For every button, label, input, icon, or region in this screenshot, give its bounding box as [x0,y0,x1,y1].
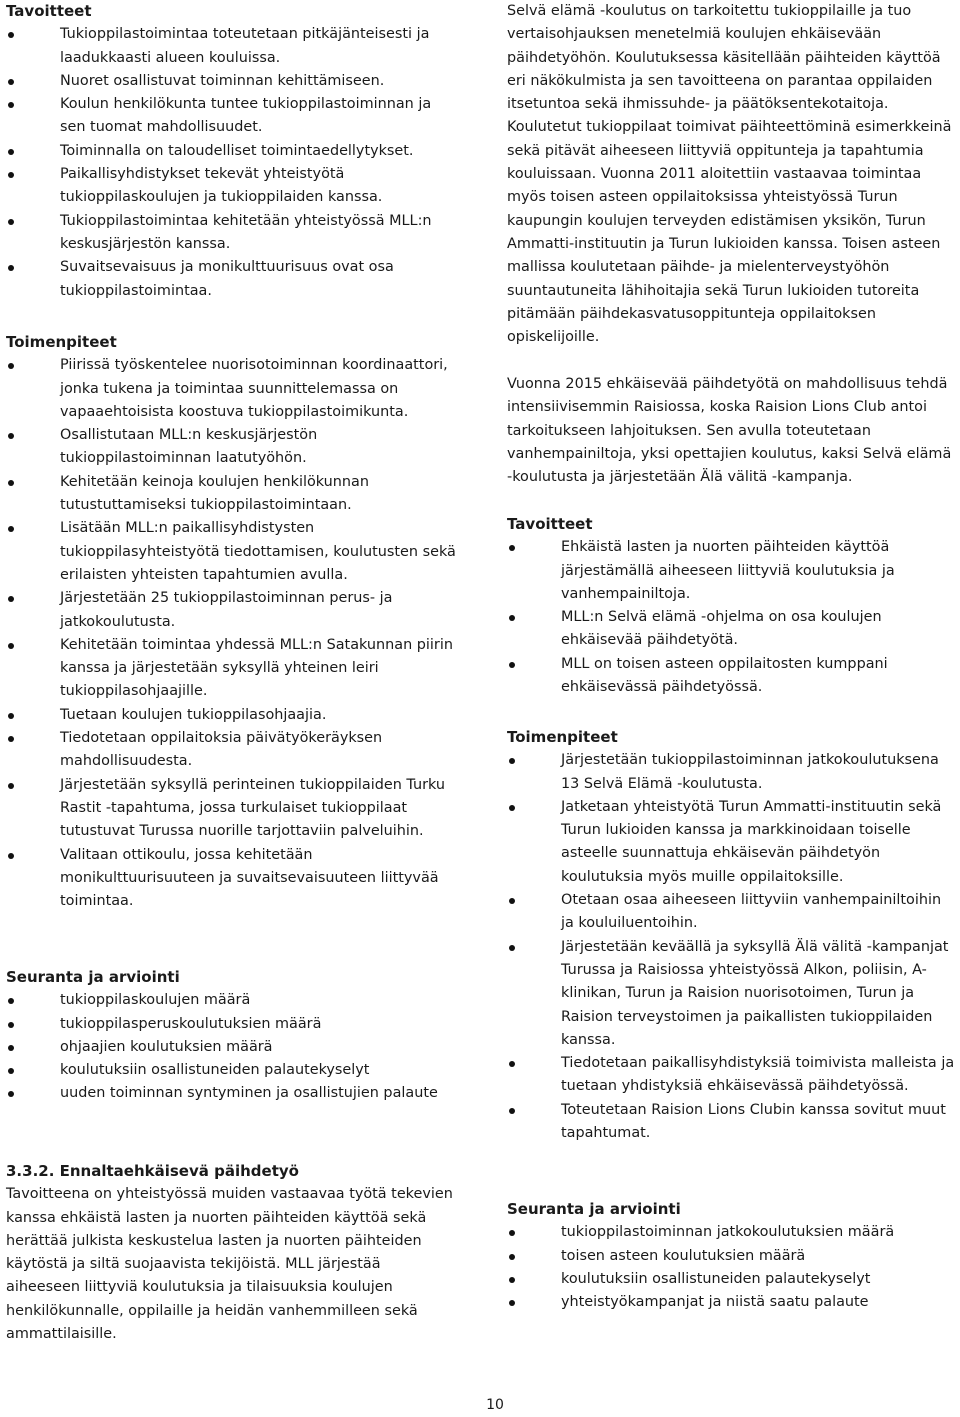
actions-section-left [6,331,456,913]
list-item: Suvaitsevaisuus ja monikulttuurisuus ovat osa tukioppilastoimintaa. [6,256,456,303]
monitoring-list [6,989,456,1105]
list-item: Järjestetään keväällä ja syksyllä Älä välitä -kampanjat Turussa ja Raisiossa yhteistyössä Alkon, poliisin, A-klinikan, Turun ja Raision nuorisotoimen, Turun ja Raision terveystoimen ja paikallisten tukioppilaiden kanssa. [507,936,957,1052]
list-item: MLL on toisen asteen oppilaitosten kumppani ehkäisevässä päihdetyössä. [507,653,957,700]
goals-section-right [507,513,957,699]
list-item: Paikallisyhdistykset tekevät yhteistyötä tukioppilaskoulujen ja tukioppilaiden kanssa. [6,163,456,210]
list-item: toisen asteen koulutuksien määrä [507,1245,957,1268]
list-item: yhteistyökampanjat ja niistä saatu palaute [507,1291,957,1314]
list-item: Toiminnalla on taloudelliset toimintaedellytykset. [6,140,456,163]
list-item: Osallistutaan MLL:n keskusjärjestön tukioppilastoiminnan laatutyöhön. [6,424,456,471]
list-item: Piirissä työskentelee nuorisotoiminnan koordinaattori, jonka tukena ja toimintaa suunnittelemassa on vapaaehtoisista koostuva tukioppilastoimikunta. [6,354,456,424]
list-item: Järjestetään tukioppilastoiminnan jatkokoulutuksena 13 Selvä Elämä -koulutusta. [507,749,957,796]
goals-list [507,536,957,699]
list-item: Valitaan ottikoulu, jossa kehitetään monikulttuurisuuteen ja suvaitsevaisuuteen liittyvää toimintaa. [6,844,456,914]
page-number: 10 [486,1397,504,1413]
monitoring-heading: Seuranta ja arviointi [6,968,180,986]
list-item: Tukioppilastoimintaa toteutetaan pitkäjänteisesti ja laadukkaasti alueen kouluissa. [6,23,456,70]
list-item: Järjestetään 25 tukioppilastoiminnan perus- ja jatkokoulutusta. [6,587,456,634]
section-heading: 3.3.2. Ennaltaehkäisevä päihdetyö [6,1162,299,1180]
list-item: Koulun henkilökunta tuntee tukioppilastoiminnan ja sen tuomat mahdollisuudet. [6,93,456,140]
list-item: Kehitetään keinoja koulujen henkilökunnan tutustuttamiseksi tukioppilastoimintaan. [6,471,456,518]
goals-heading: Tavoitteet [507,515,593,533]
list-item: Nuoret osallistuvat toiminnan kehittämiseen. [6,70,456,93]
list-item: Otetaan osaa aiheeseen liittyviin vanhempainiltoihin ja kouluiluentoihin. [507,889,957,936]
raisio-paragraph-block [507,373,957,489]
actions-list [507,749,957,1145]
list-item: tukioppilaskoulujen määrä [6,989,456,1012]
intro-paragraph-block [507,0,957,349]
monitoring-list [507,1221,957,1314]
list-item: Tuetaan koulujen tukioppilasohjaajia. [6,704,456,727]
section-332 [6,1160,456,1346]
list-item: Ehkäistä lasten ja nuorten päihteiden käyttöä järjestämällä aiheeseen liittyviä koulutuksia ja vanhempainiltoja. [507,536,957,606]
list-item: koulutuksiin osallistuneiden palautekyselyt [6,1059,456,1082]
list-item: Kehitetään toimintaa yhdessä MLL:n Satakunnan piirin kanssa ja järjestetään syksyllä yhteinen leiri tukioppilasohjaajille. [6,634,456,704]
actions-heading: Toimenpiteet [507,728,618,746]
monitoring-heading: Seuranta ja arviointi [507,1200,681,1218]
goals-section-left [6,0,456,303]
actions-list [6,354,456,913]
list-item: Toteutetaan Raision Lions Clubin kanssa sovitut muut tapahtumat. [507,1099,957,1146]
list-item: tukioppilasperuskoulutuksien määrä [6,1013,456,1036]
list-item: tukioppilastoiminnan jatkokoulutuksien määrä [507,1221,957,1244]
list-item: uuden toiminnan syntyminen ja osallistujien palaute [6,1082,456,1105]
actions-section-right [507,726,957,1145]
list-item: Järjestetään syksyllä perinteinen tukioppilaiden Turku Rastit -tapahtuma, jossa turkulaiset tukioppilaat tutustuvat Turussa nuorille tarjottaviin palveluihin. [6,774,456,844]
section-paragraph: Tavoitteena on yhteistyössä muiden vastaavaa työtä tekevien kanssa ehkäistä lasten ja nuorten päihteiden käyttöä sekä herättää julkista keskustelua lasten ja nuorten päihteiden käytöstä ja siltä suojaavista tekijöistä. MLL järjestää aiheeseen liittyviä koulutuksia ja tilaisuuksia koulujen henkilökunnalle, oppilaille ja heidän vanhemmilleen sekä ammattilaisille. [6,1186,453,1343]
list-item: koulutuksiin osallistuneiden palautekyselyt [507,1268,957,1291]
list-item: Lisätään MLL:n paikallisyhdistysten tukioppilasyhteistyötä tiedottamisen, koulutusten sekä erilaisten yhteisten tapahtumien avulla. [6,517,456,587]
monitoring-section-right [507,1198,957,1314]
list-item: ohjaajien koulutuksien määrä [6,1036,456,1059]
monitoring-section-left [6,966,456,1106]
list-item: Jatketaan yhteistyötä Turun Ammatti-instituutin sekä Turun lukioiden kanssa ja markkinoidaan toiselle asteelle suunnattuja ehkäisevän päihdetyön koulutuksia myös muille oppilaitoksille. [507,796,957,889]
list-item: Tiedotetaan oppilaitoksia päivätyökeräyksen mahdollisuudesta. [6,727,456,774]
list-item: Tiedotetaan paikallisyhdistyksiä toimivista malleista ja tuetaan yhdistyksiä ehkäisevässä päihdetyössä. [507,1052,957,1099]
paragraph-raisio: Vuonna 2015 ehkäisevää päihdetyötä on mahdollisuus tehdä intensiivisemmin Raisiossa, koska Raision Lions Club antoi tarkoitukseen lahjoituksen. Sen avulla toteutetaan vanhempainiltoja, yksi opettajien koulutus, kaksi Selvä elämä -koulutusta ja järjestetään Älä välitä -kampanja. [507,376,952,486]
paragraph-selva-elama: Selvä elämä -koulutus on tarkoitettu tukioppilaille ja tuo vertaisohjauksen menetelmiä koulujen ehkäisevään päihdetyöhön. Koulutuksessa käsitellään päihteiden käyttöä eri näkökulmista ja sen tavoitteena on parantaa oppilaiden itsetuntoa sekä ihmissuhde- ja päätöksentekotaitoja. Koulutetut tukioppilaat toimivat päihteettöminä esimerkkeinä sekä pitävät aiheeseen liittyviä oppitunteja ja tapahtumia kouluissaan. Vuonna 2011 aloitettiin vastaavaa toimintaa myös toisen asteen oppilaitoksissa yhteistyössä Turun kaupungin koulujen terveyden edistämisen yksikön, Turun Ammatti-instituutin ja Turun lukioiden kanssa. Toisen asteen mallissa koulutetaan päihde- ja mielenterveystyöhön suuntautuneita lähihoitajia sekä Turun lukioiden tutoreita pitämään päihdekasvatusoppitunteja oppilaitoksen opiskelijoille. [507,3,952,346]
goals-list [6,23,456,303]
list-item: Tukioppilastoimintaa kehitetään yhteistyössä MLL:n keskusjärjestön kanssa. [6,210,456,257]
goals-heading: Tavoitteet [6,2,92,20]
list-item: MLL:n Selvä elämä -ohjelma on osa koulujen ehkäisevää päihdetyötä. [507,606,957,653]
actions-heading: Toimenpiteet [6,333,117,351]
